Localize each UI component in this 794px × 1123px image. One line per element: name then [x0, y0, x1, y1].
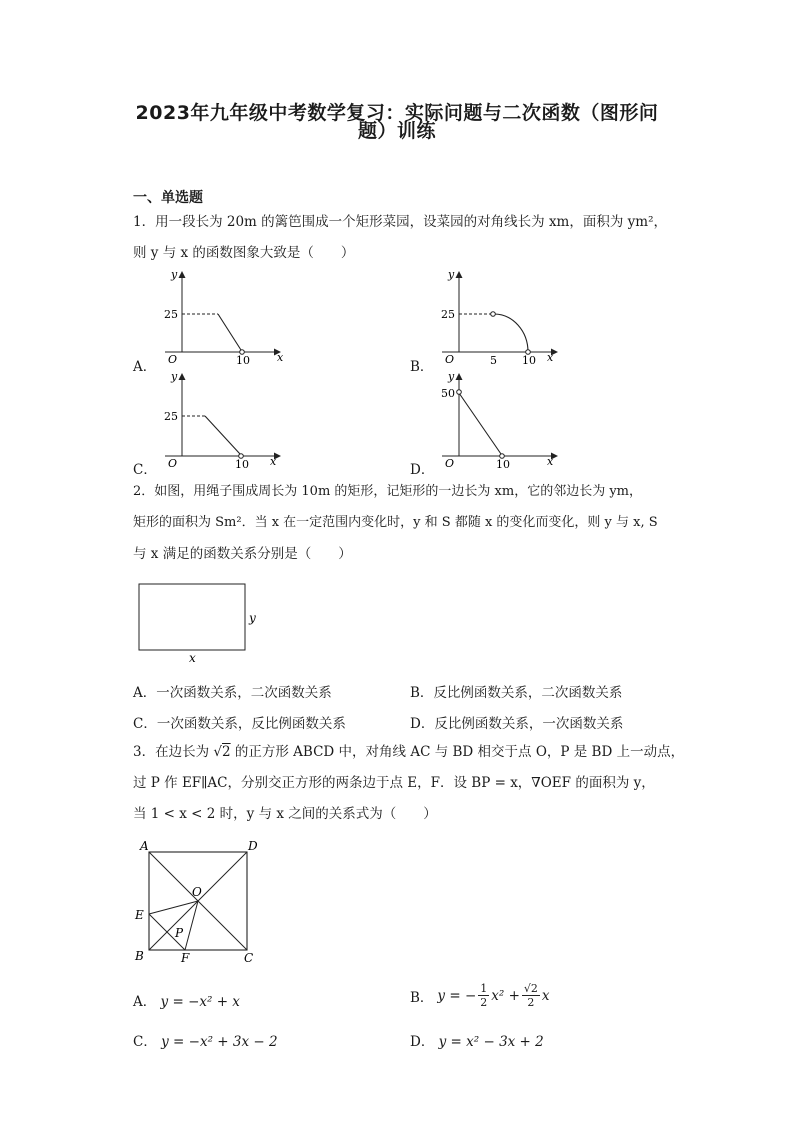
graph-arc	[494, 314, 528, 352]
q3-option-d[interactable]	[410, 1030, 544, 1050]
q3-option-c-formula: y = −x² + 3x − 2	[161, 1034, 278, 1050]
fraction-denominator: 2	[527, 996, 535, 1009]
origin-label: O	[445, 353, 455, 366]
point-c: C	[244, 951, 254, 965]
q2-line3: 与 x 满足的函数关系分别是（ ）	[133, 546, 352, 562]
segment-of	[185, 901, 198, 950]
q3-option-a[interactable]	[133, 990, 240, 1010]
point-d: D	[248, 839, 258, 853]
axis-label-y: y	[448, 268, 455, 281]
tick-10: 10	[235, 458, 249, 470]
q3-option-b-mid: x² +	[491, 987, 520, 1004]
point-b: B	[135, 949, 144, 963]
q1-graph-c[interactable]	[155, 370, 290, 470]
axis-label-x: x	[270, 455, 277, 468]
tick-5: 5	[490, 354, 497, 367]
q2-line2: 矩形的面积为 Sm²．当 x 在一定范围内变化时，y 和 S 都随 x 的变化而变化，则 y 与 x, S	[133, 515, 658, 530]
section-heading: 一、单选题	[133, 190, 203, 206]
axis-label-y: y	[171, 370, 178, 383]
q2-rectangle-figure	[135, 578, 265, 668]
axis-label-x: x	[547, 455, 554, 468]
q1-option-c-label[interactable]: C．	[133, 462, 157, 478]
page-title-line1: 2023年九年级中考数学复习：实际问题与二次函数（图形问	[135, 102, 659, 124]
point-p: P	[175, 926, 184, 940]
q3-line1-end: 的正方形 ABCD 中，对角线 AC 与 BD 相交于点 O，P 是 BD 上一动点，	[234, 744, 685, 760]
point-o: O	[192, 885, 202, 899]
q1-graph-b[interactable]	[432, 268, 567, 368]
q3-option-a-label: A．	[133, 994, 157, 1010]
q1-line1: 1．用一段长为 20m 的篱笆围成一个矩形菜园，设菜园的对角线长为 xm，面积为 ym²，	[133, 214, 667, 230]
axis-label-x: x	[277, 351, 284, 364]
fraction-numerator: 1	[480, 982, 488, 995]
q3-option-b[interactable]	[410, 982, 550, 1009]
page-title-line2: 题）训练	[357, 120, 436, 142]
tick-25: 25	[441, 308, 455, 321]
q2-option-d[interactable]: D．反比例函数关系，一次函数关系	[410, 716, 624, 732]
q3-option-b-label: B．	[410, 989, 434, 1006]
q2-option-c[interactable]: C．一次函数关系，反比例函数关系	[133, 716, 346, 732]
graph-segment	[218, 314, 241, 350]
q1-graph-d[interactable]	[432, 370, 567, 470]
q3-option-d-label: D．	[410, 1034, 435, 1050]
fraction-denominator: 2	[480, 996, 488, 1009]
fraction-half	[478, 982, 489, 1009]
q3-option-b-post: x	[541, 987, 550, 1004]
tick-10: 10	[496, 458, 510, 470]
rectangle	[139, 584, 245, 650]
tick-50: 50	[441, 387, 455, 400]
segment-oe	[149, 901, 198, 914]
open-point	[457, 390, 462, 395]
q1-graph-a[interactable]	[155, 268, 290, 368]
open-point	[491, 312, 496, 317]
point-f: F	[181, 951, 190, 965]
graph-segment	[205, 416, 240, 454]
side-label-y: y	[249, 611, 256, 625]
q1-option-d-label[interactable]: D．	[410, 462, 435, 478]
axis-label-y: y	[171, 268, 178, 281]
axis-label-y: y	[448, 370, 455, 383]
tick-10: 10	[522, 354, 536, 367]
q3-option-c[interactable]	[133, 1030, 278, 1050]
q3-line1-start: 3．在边长为	[133, 744, 210, 760]
fraction-root2-half	[522, 982, 540, 1009]
q3-line1	[133, 742, 684, 762]
q3-option-d-formula: y = x² − 3x + 2	[438, 1034, 544, 1050]
side-label-x: x	[189, 651, 196, 665]
q3-option-c-label: C．	[133, 1034, 157, 1050]
q3-option-b-pre: y = −	[437, 987, 477, 1004]
graph-segment	[459, 393, 501, 454]
tick-25: 25	[164, 308, 178, 321]
q3-line3: 当 1 < x < 2 时，y 与 x 之间的关系式为（ ）	[133, 806, 437, 822]
origin-label: O	[168, 457, 178, 470]
q3-option-a-formula: y = −x² + x	[160, 994, 240, 1010]
q3-line2: 过 P 作 EF∥AC，分别交正方形的两条边于点 E，F．设 BP = x，∇OEF 的面积为 y，	[133, 775, 655, 791]
fraction-numerator: √2	[523, 982, 538, 995]
point-e: E	[135, 908, 144, 922]
q1-option-a-label[interactable]: A．	[133, 359, 157, 375]
q3-square-figure	[130, 836, 270, 968]
sqrt-radicand: 2	[222, 744, 231, 760]
q1-option-b-label[interactable]: B．	[410, 359, 434, 375]
origin-label: O	[445, 457, 455, 470]
q2-option-b[interactable]: B．反比例函数关系，二次函数关系	[410, 685, 623, 701]
tick-25: 25	[164, 410, 178, 423]
q2-line1: 2．如图，用绳子围成周长为 10m 的矩形，记矩形的一边长为 xm，它的邻边长为 ym，	[133, 484, 642, 499]
tick-10: 10	[236, 354, 250, 367]
origin-label: O	[168, 353, 178, 366]
sqrt-symbol: √2	[213, 744, 231, 760]
q1-line2: 则 y 与 x 的函数图象大致是（ ）	[133, 245, 355, 261]
q2-option-a[interactable]: A．一次函数关系，二次函数关系	[133, 685, 332, 701]
axis-label-x: x	[547, 351, 554, 364]
point-a: A	[140, 839, 149, 853]
